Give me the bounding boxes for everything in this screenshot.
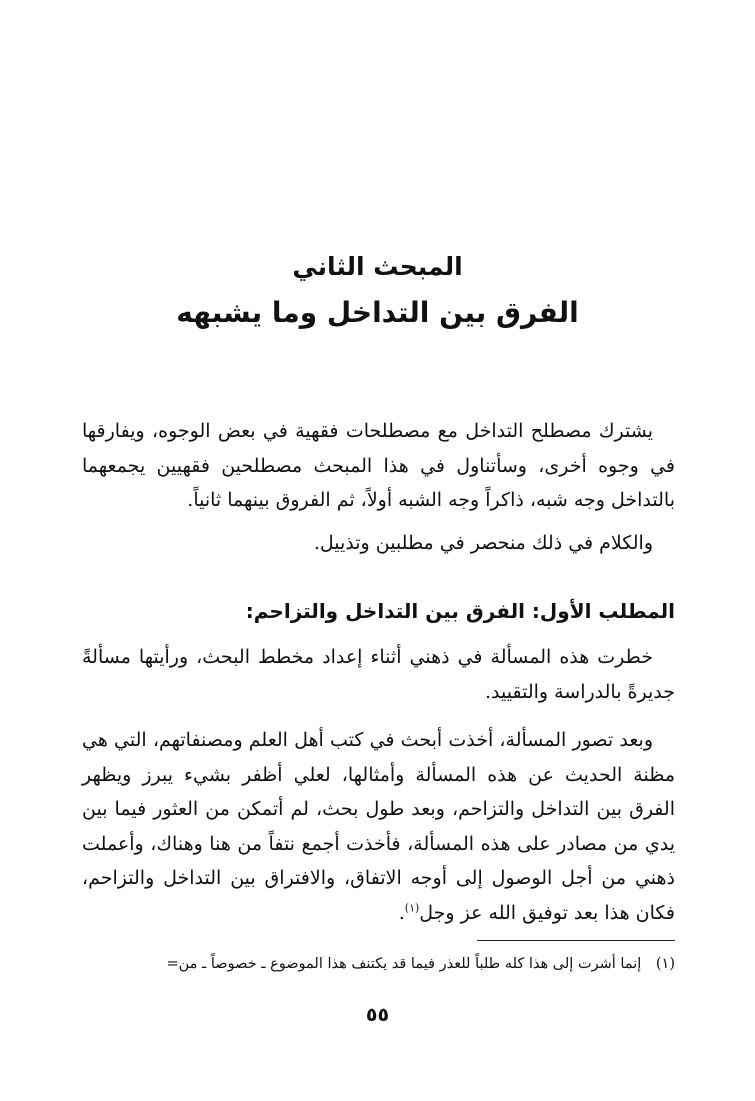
chapter-heading <box>60 245 695 337</box>
section-title: المطلب الأول: الفرق بين التداخل والتزاحم: <box>245 599 675 623</box>
footnote-reference[interactable]: (١) <box>404 901 420 915</box>
chapter-subtitle: الفرق بين التداخل وما يشبهه <box>176 296 579 329</box>
footnote-divider <box>477 940 675 941</box>
page-number: ٥٥ <box>365 1004 390 1026</box>
intro-paragraph-1: يشترك مصطلح التداخل مع مصطلحات فقهية في بعض الوجوه، ويفارقها في وجوه أخرى، وسأتناول في هذا المبحث مصطلحين فقهيين يجمعهما بالتداخل وجه شبه، ذاكراً وجه الشبه أولاً، ثم الفروق بينهما ثانياً. <box>82 420 675 511</box>
footnote-text: إنما أشرت إلى هذا كله طلباً للعذر فيما قد يكتنف هذا الموضوع ـ خصوصاً ـ من= <box>166 956 642 972</box>
section-paragraph-2-end: . <box>398 901 405 924</box>
section-paragraph-1: خطرت هذه المسألة في ذهني أثناء إعداد مخطط البحث، ورأيتها مسألةً جديرةً بالدراسة والتقييد. <box>82 646 675 703</box>
section-paragraph-2-text: وبعد تصور المسألة، أخذت أبحث في كتب أهل العلم ومصنفاتهم، التي هي مظنة الحديث عن هذه المسألة وأمثالها، لعلي أظفر بشيء يبرز ويظهر الفرق بين التداخل والتزاحم، وبعد طول بحث، لم أتمكن من العثور فيما بين يدي من مصادر على هذه المسألة، فأخذت أجمع نتفاً من هنا وهناك، وأعملت ذهني من أجل الوصول إلى أوجه الاتفاق، والافتراق بين التداخل والتزاحم، فكان هذا بعد توفيق الله عز وجل <box>82 729 675 924</box>
intro-block <box>82 414 675 560</box>
chapter-title: المبحث الثاني <box>292 252 463 281</box>
intro-paragraph-2: والكلام في ذلك منحصر في مطلبين وتذييل. <box>313 531 653 554</box>
footnote-number: (١) <box>655 956 675 972</box>
footnote <box>72 952 675 976</box>
section-paragraph-2 <box>82 723 675 930</box>
section-block <box>82 640 675 930</box>
